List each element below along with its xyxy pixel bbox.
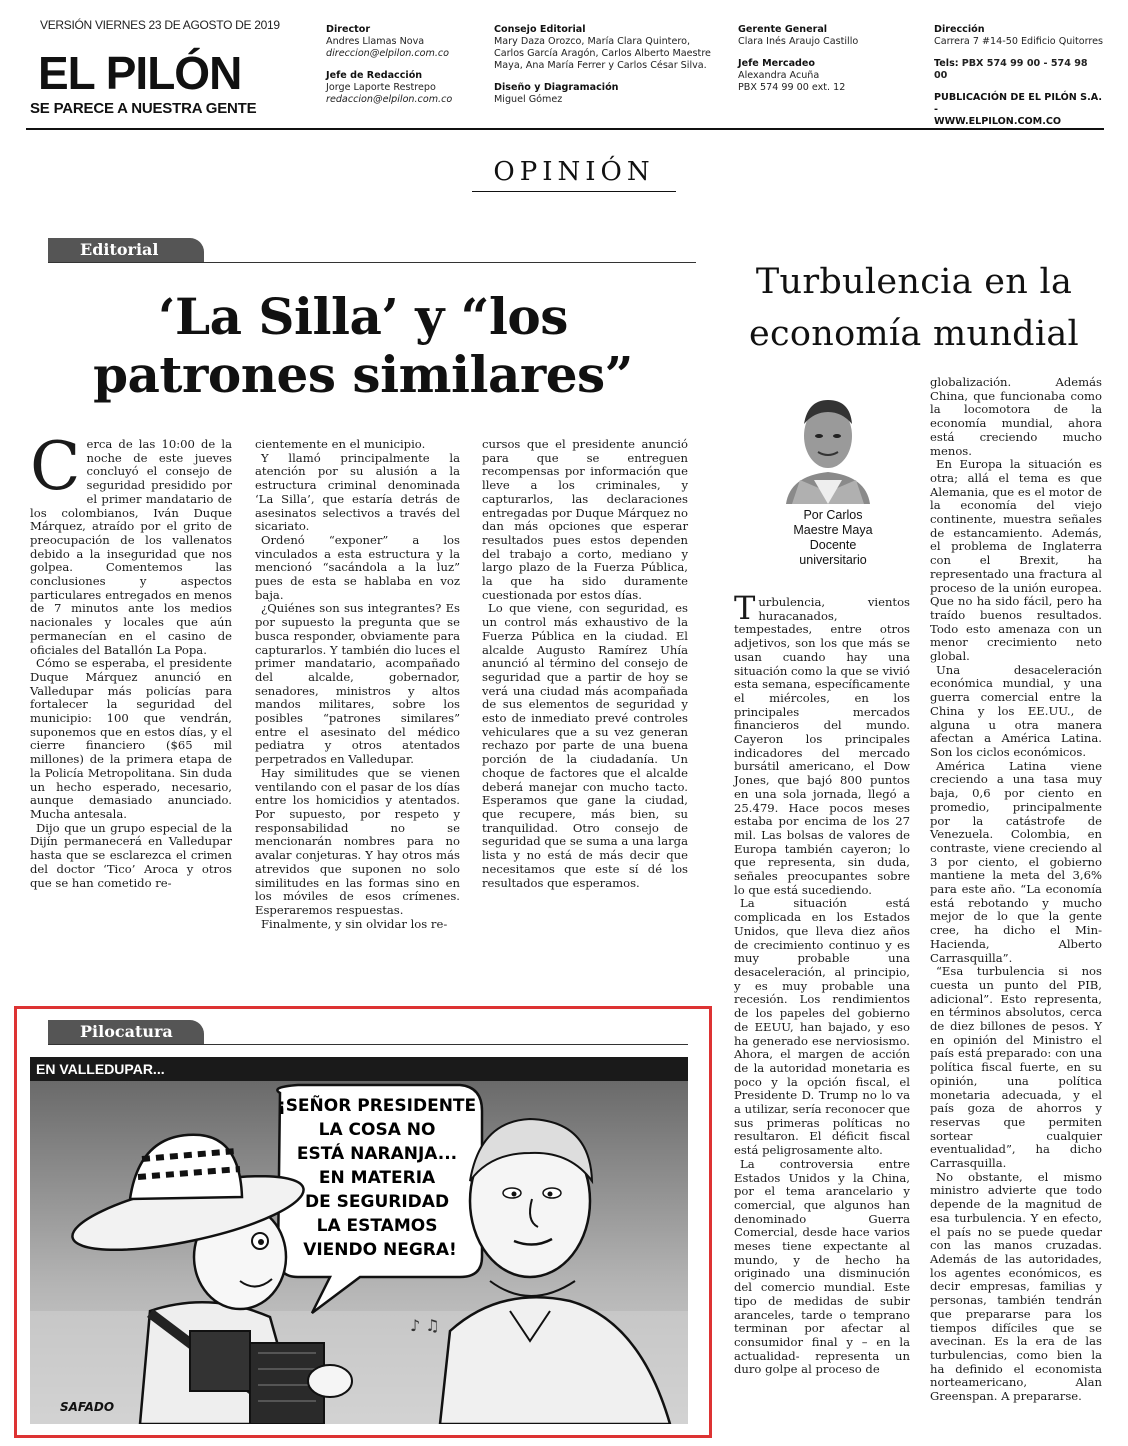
- editorial-dropcap: C: [30, 428, 81, 505]
- staff-role: Consejo Editorial: [494, 24, 586, 35]
- editorial-headline-line: patrones similares”: [93, 345, 633, 404]
- staff-role: Director: [326, 24, 371, 35]
- bubble-line: LA ESTAMOS: [316, 1216, 438, 1236]
- masthead: [26, 14, 1104, 130]
- staff-line: PBX 574 99 00 - 574 98 00: [934, 58, 1088, 81]
- paragraph: erca de las 10:00 de la noche de este jueves concluyó el consejo de seguridad presidido por el primer mandatario de los colombianos, Iván Duque Márquez, atraído por el grito de preocupación de los vallenatos debido a la inseguridad que nos golpea. Comentemos las conclusiones y aspectos particulares entregados en menos de 7 minutos ante los medios nacionales y locales que aún permanecían en el casino de oficiales del Batallón La Popa.: [30, 437, 232, 657]
- section-title: OPINIÓN: [472, 152, 676, 192]
- paragraph: globalización. Además China, que funcionaba como la locomotora de la economía mundial, ahora está creciendo mucho menos.: [930, 375, 1102, 458]
- bubble-line: ¡SEÑOR PRESIDENTE: [277, 1096, 477, 1116]
- staff-role: PUBLICACIÓN DE EL PILÓN S.A. -: [934, 92, 1102, 115]
- opinion-headline: [722, 256, 1106, 360]
- paragraph: cursos que el presidente anunció para que se entreguen recompensas por información que lleve a los criminales, y capturarlos, las declaraciones entregadas por Duque Márquez no dan más opciones que esperar resultados pues estos dependen del trabajo a corto, mediano y largo plazo de la Fuerza Pública, la que ha sido duramente cuestionada por estos días.: [482, 437, 688, 602]
- website-link[interactable]: WWW.ELPILON.COM.CO: [934, 116, 1062, 127]
- bubble-line: DE SEGURIDAD: [305, 1192, 450, 1212]
- paragraph: La controversia entre Estados Unidos y la China, por el tema arancelario y comercial, que algunos han denominado Guerra Comercial, desde hace varios meses tiene expectante al mundo, y de hecho ha originado una disminución del comercio mundial. Este tipo de medidas de subir aranceles, tarde o temprano terminan por afectar al consumidor final y – en la actualidad- representa un duro golpe al proceso de: [734, 1156, 910, 1377]
- paragraph: “Esa turbulencia si nos cuesta un punto del PIB, adicional”. Esto representa, en términos absolutos, cerca de diez billones de pesos. Y en opinión del Ministro el país está preparado: con una política fiscal fuerte, en su opinión, una política monetaria adecuada, y el país goza de ahorros y reservas que permiten sortear cualquier eventualidad”, ha dicho Carrasquilla.: [930, 964, 1102, 1171]
- author-byline: [770, 508, 896, 568]
- staff-role: Diseño y Diagramación: [494, 82, 619, 93]
- paragraph: América Latina viene creciendo a una tasa muy baja, 0,6 por ciento en promedio, principalmente por la catástrofe de Venezuela. Colombia, en contraste, viene creciendo al 3 por ciento, el gobierno mantiene la meta del 3,6% para este año. “La economía está rebotando y mucho mejor de lo que la gente cree, ha dicho el Min-Hacienda, Alberto Carrasquilla”.: [930, 758, 1102, 965]
- bubble-line: LA COSA NO: [318, 1120, 436, 1140]
- bubble-line: ESTÁ NARANJA...: [296, 1144, 458, 1164]
- editorial-tab: Editorial: [48, 238, 204, 262]
- opinion-column-2: [930, 376, 1102, 1404]
- cartoon-caption-bar: EN VALLEDUPAR...: [30, 1057, 688, 1081]
- opinion-dropcap: T: [734, 589, 756, 627]
- opinion-column-1: [734, 589, 910, 1377]
- edition-date: VERSIÓN VIERNES 23 DE AGOSTO DE 2019: [40, 18, 280, 32]
- staff-line: Andres Llamas Nova: [326, 36, 425, 47]
- staff-column-3: [738, 24, 858, 94]
- staff-line: Mary Daza Orozco, María Clara Quintero,: [494, 36, 690, 47]
- editorial-column-3: [482, 438, 688, 890]
- editorial-rule: [48, 262, 696, 263]
- staff-line: Carlos García Aragón, Carlos Alberto Maestre: [494, 48, 711, 59]
- paragraph: Dijo que un grupo especial de la Dijín permanecerá en Valledupar hasta que se esclarezca el crimen del doctor ‘Tico’ Aroca y otros que se han cometido re-: [30, 820, 232, 890]
- paragraph: cientemente en el municipio.: [255, 437, 426, 451]
- tagline: SE PARECE A NUESTRA GENTE: [30, 100, 257, 117]
- staff-email[interactable]: direccion@elpilon.com.co: [326, 48, 450, 59]
- staff-column-2: [494, 24, 711, 106]
- staff-role: Jefe Mercadeo: [738, 58, 816, 69]
- opinion-headline-line: economía mundial: [748, 314, 1080, 354]
- staff-line: Alexandra Acuña: [738, 70, 820, 81]
- paragraph: Ordenó “exponer” a los vinculados a esta estructura y la mencionó “sacándola a la luz” pues de esta se hablaba en voz baja.: [255, 532, 460, 602]
- paragraph: Lo que viene, con seguridad, es un control más exhaustivo de la Fuerza Pública en la ciudad. El alcalde Augusto Ramírez Uhía anunció al término del consejo de seguridad que a partir de hoy se verá una ciudad más acompañada de sus elementos de seguridad y esto de inmediato prevé controles vehiculares que a su vez generan rechazo por parte de una buena porción de la ciudadanía. Un choque de factores que el alcalde deberá manejar con mucho tacto. Esperamos que gane la ciudad, que recupere, más bien, su tranquilidad. Otro consejo de seguridad que se suma a una larga lista y no está de más decir que necesitamos que este sí dé los resultados que esperamos.: [482, 601, 688, 890]
- cartoon-rule: [48, 1044, 688, 1045]
- cartoonist-signature: SAFADO: [60, 1400, 115, 1414]
- editorial-headline: [30, 288, 696, 404]
- paragraph: urbulencia, vientos huracanados, tempestades, entre otros adjetivos, son los que más se usan cuando hay una situación como la que se vivió esta semana, específicamente el miércoles, en los principales mercados financieros del mundo. Cayeron los principales indicadores del mercado bursátil americano, el Dow Jones, que bajó 800 puntos en una sola jornada, llegó a 25.479. Hace pocos meses estaba por encima de los 27 mil. Las bolsas de valores de Europa también cayeron; lo que representa, sin duda, señales preocupantes sobre lo que está sucediendo.: [734, 595, 910, 897]
- paragraph: Una desaceleración económica mundial, y una guerra comercial entre la China y los EE.UU., de alguna u otra manera afectan a América Latina. Son los ciclos económicos.: [930, 662, 1102, 759]
- newspaper-logo[interactable]: EL PILÓN: [38, 47, 242, 99]
- byline-line: Por Carlos: [803, 508, 863, 522]
- byline-line: Docente: [809, 538, 857, 552]
- paragraph: La situación está complicada en los Estados Unidos, que lleva diez años de crecimiento continuo y es muy probable una desaceleración, al principio, y es muy probable una recesión. Los rendimientos de los papeles del gobierno de EEUU, han bajado, y eso ha generado ese nerviosismo. Ahora, el margen de acción de la autoridad monetaria es poco y la opción fiscal, el Presidente D. Trump no lo va a utilizar, sería reconocer que sus primeras políticas no resultaron. El déficit fiscal está peligrosamente alto.: [734, 896, 910, 1158]
- editorial-headline-line: ‘La Silla’ y “los: [158, 287, 568, 346]
- editorial-column-1: [30, 428, 232, 890]
- cartoon-tab: Pilocatura: [48, 1020, 204, 1044]
- paragraph: Finalmente, y sin olvidar los re-: [261, 916, 448, 931]
- staff-role: Gerente General: [738, 24, 828, 35]
- paragraph: Hay similitudes que se vienen ventilando con el pasar de los días entre los homicidios y atentados. Por supuesto, por respeto y responsabilidad no se mencionarán nombres para no avalar conjeturas. Y hay otros más atrevidos que suponen no solo similitudes en las formas sino en los móviles de esos crímenes. Esperaremos respuestas.: [255, 765, 460, 917]
- paragraph: ¿Quiénes son sus integrantes? Es por supuesto la pregunta que se busca responder, obviamente para capturarlos. Y también dio luces el primer mandatario, acompañado del alcalde, gobernador, senadores, ministros y altos mandos militares, sobre los posibles “patrones similares” entre el asesinato del médico pediatra y otros atentados perpetrados en Valledupar.: [255, 601, 460, 767]
- staff-line: Carrera 7 #14-50 Edificio Quitorres: [934, 36, 1104, 47]
- cartoon-illustration[interactable]: [30, 1081, 688, 1424]
- staff-line: PBX 574 99 00 ext. 12: [738, 82, 846, 93]
- staff-role: Dirección: [934, 24, 985, 35]
- paragraph: Y llamó principalmente la atención por su alusión a la estructura criminal denominada ‘La Silla’, que estaría detrás de asesinatos selectivos a través del sicariato.: [255, 450, 460, 534]
- staff-line: Miguel Gómez: [494, 94, 563, 105]
- staff-line: Maya, Ana María Ferrer y Carlos César Silva.: [494, 60, 707, 71]
- music-note-icon: ♪ ♫: [410, 1316, 440, 1335]
- bubble-line: EN MATERIA: [318, 1168, 436, 1188]
- staff-line: Clara Inés Araujo Castillo: [738, 36, 859, 47]
- staff-line: Jorge Laporte Restrepo: [326, 82, 436, 93]
- author-photo: [778, 380, 878, 504]
- bubble-line: VIENDO NEGRA!: [303, 1240, 457, 1260]
- paragraph: Cómo se esperaba, el presidente Duque Márquez anunció en Valledupar más policías para fortalecer la seguridad del municipio: 100 que vendrán, suponemos que en estos días, y el cierre financiero ($65 mil millones) de la primera etapa de la Policía Metropolitana. Sin duda un hecho esperado, necesario, aunque demasiado anunciado. Mucha antesala.: [30, 656, 232, 821]
- staff-column-4: [934, 24, 1104, 128]
- staff-role: Tels:: [934, 58, 959, 69]
- byline-line: Maestre Maya: [793, 523, 873, 537]
- opinion-headline-line: Turbulencia en la: [755, 262, 1073, 302]
- editorial-column-2: [255, 438, 460, 931]
- byline-line: universitario: [799, 553, 867, 567]
- paragraph: En Europa la situación es otra; allá el tema es que Alemania, que es el motor de la economía del viejo continente, muestra señales de estancamiento. Además, el problema de Inglaterra con el Brexit, ha representado una fractura al proceso de la unión europea. Que no ha sido fácil, pero ha traído buenos resultados. Todo esto amenaza con un menor crecimiento neto global.: [930, 457, 1102, 664]
- staff-role: Jefe de Redacción: [326, 70, 423, 81]
- staff-email[interactable]: redaccion@elpilon.com.co: [326, 94, 453, 105]
- staff-column-1: [326, 24, 452, 106]
- paragraph: No obstante, el mismo ministro advierte que todo depende de la magnitud de esa turbulencia. Y en efecto, el país no se puede quedar con las manos cruzadas. Además de las autoridades, los agentes económicos, es decir empresas, familias y personas, también tendrán que prepararse para los tiempos difíciles que se avecinan. Es la era de las turbulencias, como bien la ha definido el economista norteamericano, Alan Greenspan. A prepararse.: [930, 1169, 1102, 1404]
